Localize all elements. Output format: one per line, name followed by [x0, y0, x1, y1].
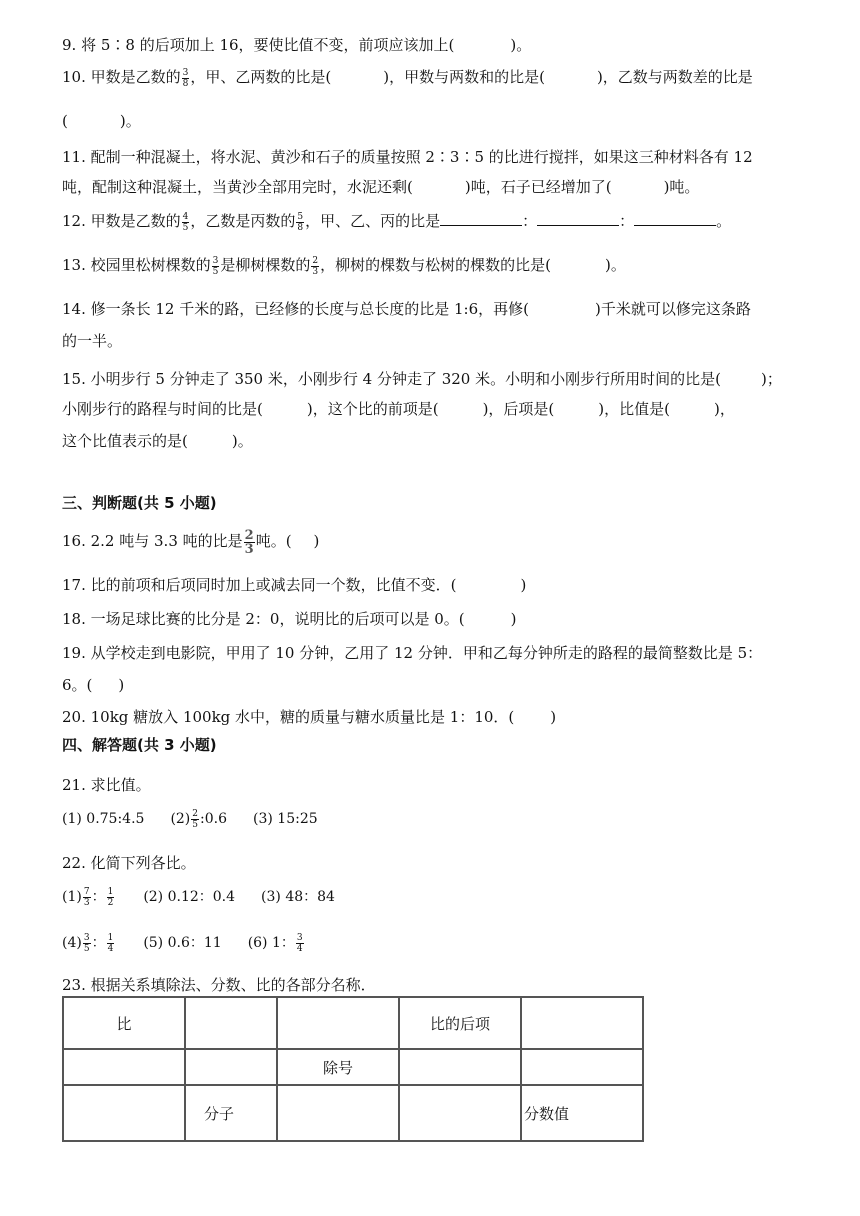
table-cell[interactable]	[277, 997, 399, 1049]
question-14: 14. 修一条长 12 千米的路，已经修的长度与总长度的比是 1:6，再修( )千米就可以修完这条路	[62, 300, 751, 318]
table-cell[interactable]	[399, 1049, 521, 1085]
question-19: 19. 从学校走到电影院，甲用了 10 分钟，乙用了 12 分钟．甲和乙每分钟所走的路程的最简整数比是 5：	[62, 644, 763, 662]
table-cell: 比	[63, 997, 185, 1049]
table-cell[interactable]	[521, 997, 643, 1049]
table-cell: 分数值	[521, 1085, 643, 1141]
fraction: $\frac{1}{4}$	[107, 932, 114, 954]
table-cell[interactable]	[63, 1085, 185, 1141]
table-cell[interactable]	[63, 1049, 185, 1085]
question-15: 15. 小明步行 5 分钟走了 350 米，小刚步行 4 分钟走了 320 米。小明和小刚步行所用时间的比是( )；	[62, 370, 782, 388]
fraction: $\frac{2}{3}$	[312, 255, 319, 277]
fraction: $\frac{2}{5}$	[192, 808, 199, 830]
fraction: $\frac{5}{8}$	[297, 211, 304, 233]
table-cell[interactable]	[399, 1085, 521, 1141]
section-4-heading: 四、解答题(共 3 小题)	[62, 736, 217, 754]
table-cell[interactable]	[277, 1085, 399, 1141]
question-21-items: (1) 0.75:4.5 (2) $\frac{2}{5}$ :0.6 (3) 15:25	[62, 808, 318, 830]
question-22-items-row2: (4) $\frac{3}{5}$ ： $\frac{1}{4}$ (5) 0.6：11 (6) 1： $\frac{3}{4}$	[62, 932, 303, 954]
question-22-title: 22. 化简下列各比。	[62, 854, 196, 872]
question-18: 18. 一场足球比赛的比分是 2：0，说明比的后项可以是 0。( )	[62, 610, 517, 628]
question-13: 13. 校园里松树棵数的 $\frac{3}{5}$ 是柳树棵数的 $\frac{2}{3}$ ，柳树的棵数与松树的棵数的比是( )。	[62, 255, 626, 277]
question-11-cont: 吨，配制这种混凝土，当黄沙全部用完时，水泥还剩( )吨，石子已经增加了( )吨。	[62, 178, 700, 196]
table-cell: 比的后项	[399, 997, 521, 1049]
question-22-items-row1: (1) $\frac{7}{3}$ ： $\frac{1}{2}$ (2) 0.12：0.4 (3) 48：84	[62, 886, 335, 908]
table-cell[interactable]	[185, 997, 277, 1049]
question-10-cont: ( )。	[62, 112, 141, 130]
table-cell[interactable]	[521, 1049, 643, 1085]
question-17: 17. 比的前项和后项同时加上或减去同一个数，比值不变．( )	[62, 576, 527, 594]
answer-blank[interactable]	[634, 211, 716, 226]
question-20: 20. 10kg 糖放入 100kg 水中，糖的质量与糖水质量比是 1：10．( )	[62, 708, 557, 726]
relation-table	[62, 996, 644, 1142]
fraction: $\frac{3}{5}$	[83, 932, 90, 954]
question-15-cont: 小刚步行的路程与时间的比是( )，这个比的前项是( )，后项是( )，比值是( )，	[62, 400, 735, 418]
table-cell[interactable]	[185, 1049, 277, 1085]
question-14-cont: 的一半。	[62, 332, 123, 350]
table-cell: 分子	[185, 1085, 277, 1141]
question-11: 11. 配制一种混凝土，将水泥、黄沙和石子的质量按照 2∶3∶5 的比进行搅拌，如果这三种材料各有 12	[62, 148, 753, 166]
fraction: $\frac{1}{2}$	[107, 886, 114, 908]
table-cell: 除号	[277, 1049, 399, 1085]
answer-blank[interactable]	[440, 211, 522, 226]
fraction: $\frac{2}{3}$	[244, 527, 254, 557]
question-21-title: 21. 求比值。	[62, 776, 151, 794]
question-10: 10. 甲数是乙数的 $\frac{3}{8}$ ，甲、乙两数的比是( )，甲数与两数和的比是( )，乙数与两数差的比是	[62, 67, 753, 89]
question-15-cont2: 这个比值表示的是( )。	[62, 432, 253, 450]
question-19-cont: 6。( )	[62, 676, 125, 694]
question-16: 16. 2.2 吨与 3.3 吨的比是 $\frac{2}{3}$ 吨。( )	[62, 527, 320, 557]
section-3-heading: 三、判断题(共 5 小题)	[62, 494, 217, 512]
question-9: 9. 将 5∶8 的后项加上 16，要使比值不变，前项应该加上( )。	[62, 36, 532, 54]
fraction: $\frac{7}{3}$	[83, 886, 90, 908]
fraction: $\frac{3}{8}$	[182, 67, 189, 89]
question-23-title: 23. 根据关系填除法、分数、比的各部分名称．	[62, 976, 376, 994]
fraction: $\frac{3}{4}$	[296, 932, 303, 954]
answer-blank[interactable]	[537, 211, 619, 226]
fraction: $\frac{4}{5}$	[182, 211, 189, 233]
question-12: 12. 甲数是乙数的 $\frac{4}{5}$ ，乙数是丙数的 $\frac{5}{8}$ ，甲、乙、丙的比是 ： ： 。	[62, 211, 732, 233]
fraction: $\frac{3}{5}$	[212, 255, 219, 277]
